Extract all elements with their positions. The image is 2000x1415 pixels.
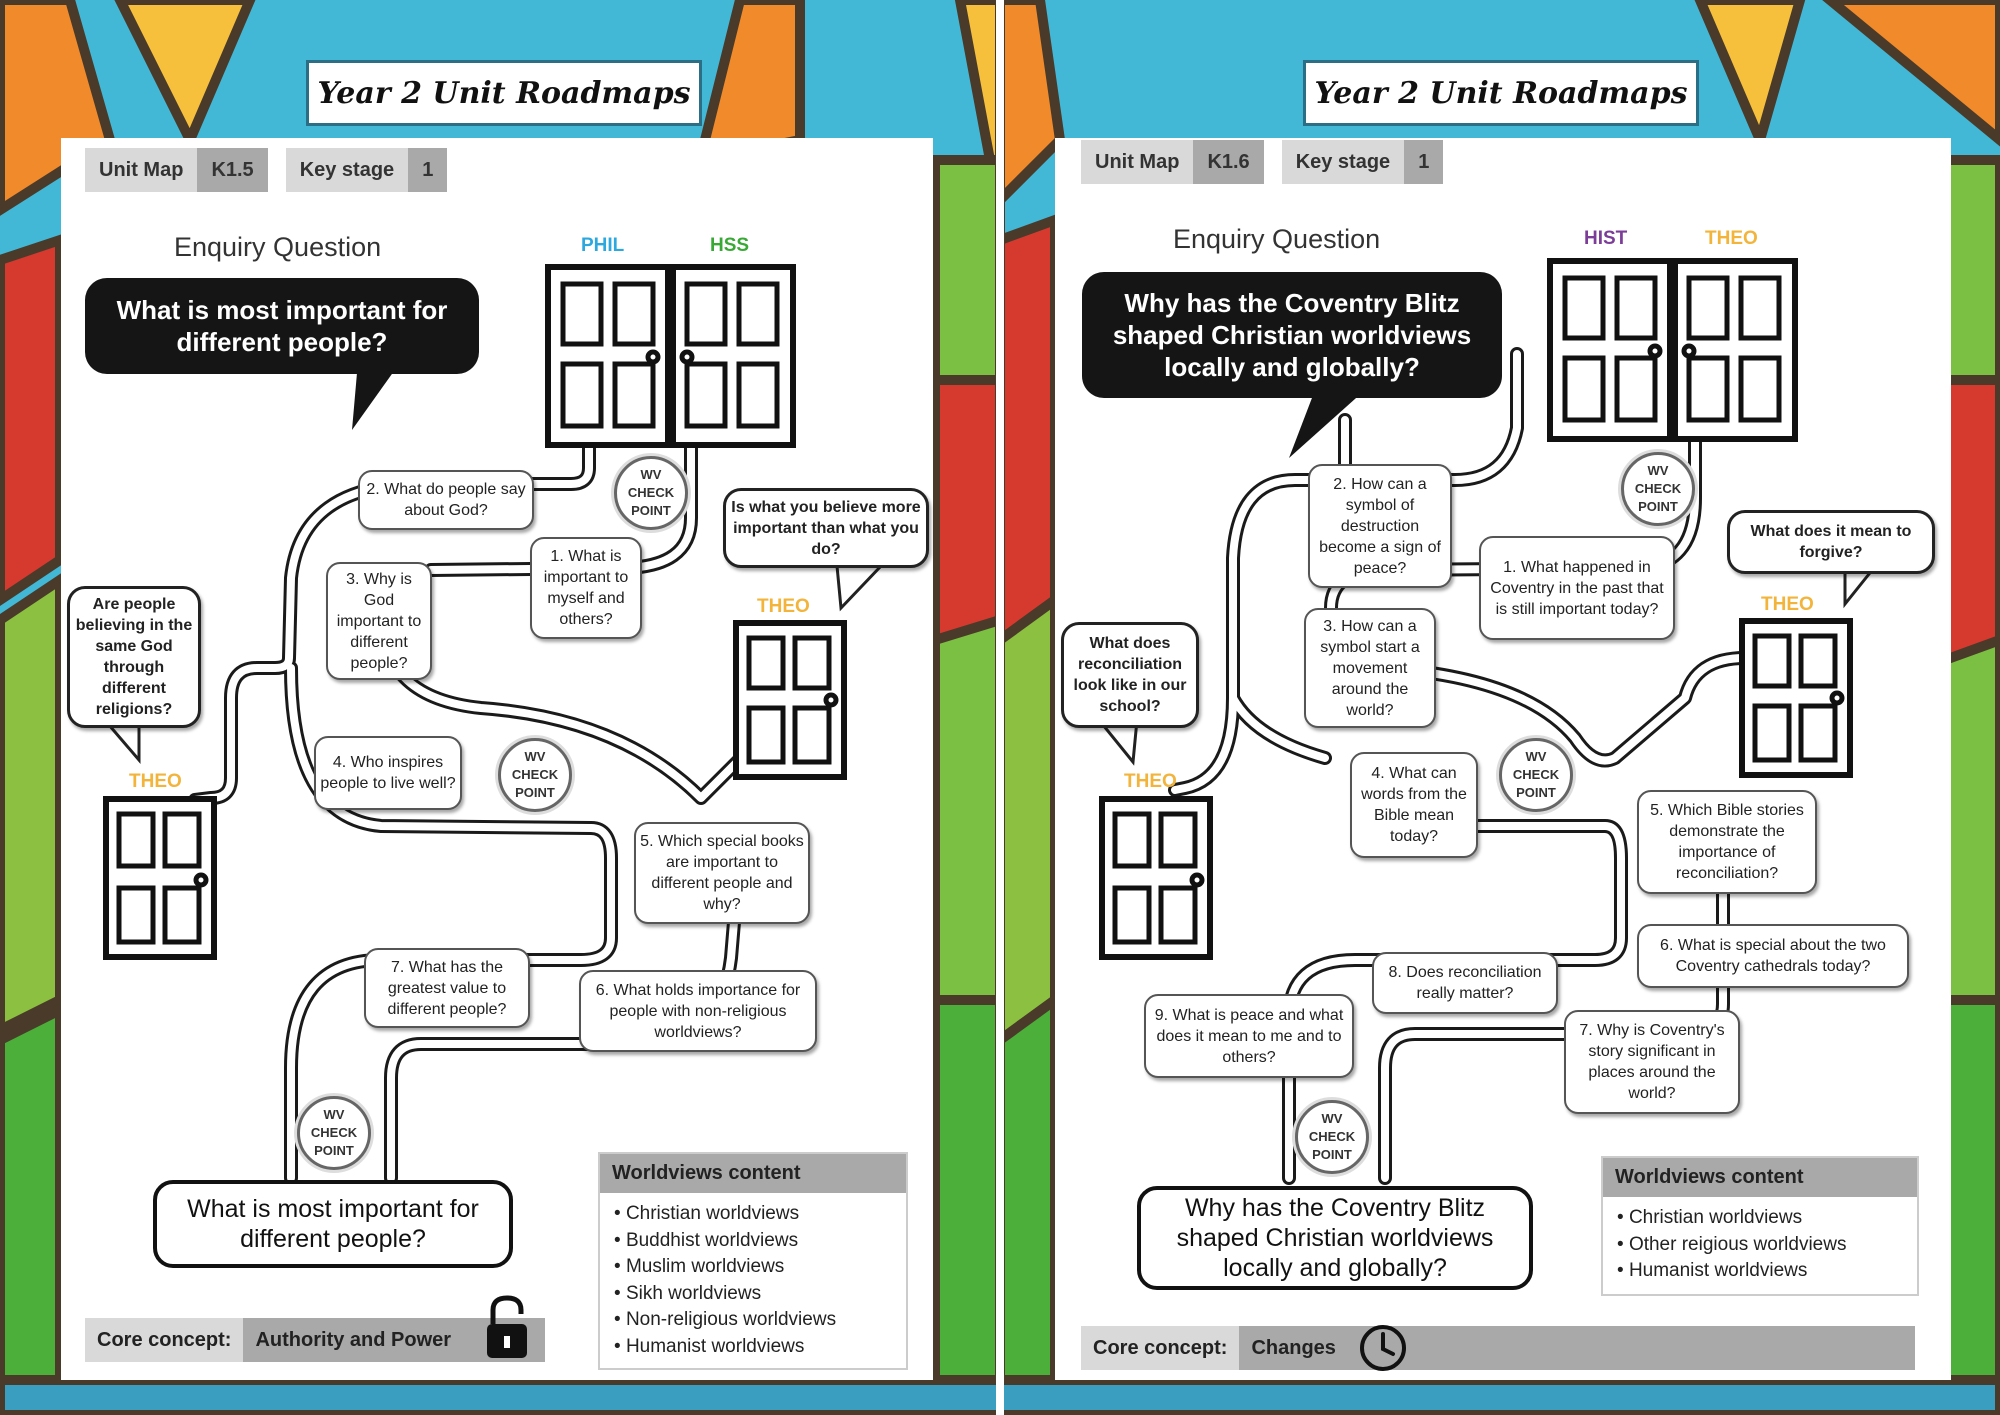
step-5: 5. Which Bible stories demonstrate the importance of reconciliation? — [1637, 790, 1817, 894]
worldviews-title: Worldviews content — [1603, 1158, 1917, 1197]
right-roadmap-title: Year 2 Unit Roadmaps — [1303, 60, 1699, 126]
thought-bubble-right: Is what you believe more important than what you do? — [723, 488, 929, 568]
door-label-theo-left: THEO — [1124, 771, 1177, 792]
worldview-item: • Humanist worldviews — [1617, 1258, 1903, 1285]
single-door-icon-left — [1099, 796, 1213, 960]
worldview-item: • Christian worldviews — [1617, 1205, 1903, 1232]
core-concept-value: Authority and Power — [243, 1318, 545, 1362]
worldview-item: • Other reigious worldviews — [1617, 1232, 1903, 1259]
wv-checkpoint-1: WV CHECK POINT — [614, 456, 688, 530]
unit-map-label: Unit Map — [1081, 140, 1193, 184]
worldview-item: • Muslim worldviews — [614, 1254, 892, 1281]
core-concept-bar — [85, 1318, 545, 1362]
thought-bubble-left: What does reconciliation look like in our school? — [1061, 622, 1199, 728]
left-roadmap-page — [61, 138, 933, 1380]
worldviews-title: Worldviews content — [600, 1154, 906, 1193]
worldviews-content-panel — [1601, 1156, 1919, 1296]
door-label-theo-top: THEO — [1705, 228, 1758, 249]
step-4: 4. Who inspires people to live well? — [314, 736, 462, 810]
unit-map-code: K1.6 — [1193, 140, 1263, 184]
step-7: 7. What has the greatest value to different people? — [364, 948, 530, 1028]
unit-map-label: Unit Map — [85, 148, 197, 192]
right-roadmap-page — [1055, 138, 1951, 1380]
worldview-item: • Buddhist worldviews — [614, 1228, 892, 1255]
key-stage-label: Key stage — [286, 148, 409, 192]
step-2: 2. How can a symbol of destruction become a sign of peace? — [1308, 464, 1452, 588]
worldviews-content-panel — [598, 1152, 908, 1370]
left-unit-map-badge — [85, 148, 447, 192]
key-stage-value: 1 — [1404, 140, 1443, 184]
step-4: 4. What can words from the Bible mean today? — [1350, 752, 1478, 858]
unit-map-code: K1.5 — [197, 148, 267, 192]
left-roadmap-title: Year 2 Unit Roadmaps — [306, 60, 702, 126]
wv-checkpoint-2: WV CHECK POINT — [1499, 738, 1573, 812]
worldview-item: • Non-religious worldviews — [614, 1307, 892, 1334]
step-7: 7. Why is Coventry's story significant in places around the world? — [1564, 1010, 1740, 1114]
door-label-hist: HIST — [1584, 228, 1628, 249]
wv-checkpoint-3: WV CHECK POINT — [1295, 1100, 1369, 1174]
worldview-item: • Sikh worldviews — [614, 1281, 892, 1308]
enquiry-question-bubble: Why has the Coventry Blitz shaped Christian worldviews locally and globally? — [1082, 272, 1502, 398]
step-1: 1. What is important to myself and others? — [530, 537, 642, 639]
door-label-hss: HSS — [710, 235, 750, 256]
worldview-item: • Humanist worldviews — [614, 1334, 892, 1361]
thought-bubble-left: Are people believing in the same God through different religions? — [67, 586, 201, 728]
key-stage-label: Key stage — [1282, 140, 1405, 184]
step-3: 3. Why is God important to different people? — [326, 562, 432, 680]
single-door-icon-right — [733, 620, 847, 780]
wv-checkpoint-2: WV CHECK POINT — [498, 738, 572, 812]
step-2: 2. What do people say about God? — [358, 470, 534, 530]
thought-bubble-right: What does it mean to forgive? — [1727, 510, 1935, 574]
right-unit-map-badge — [1081, 140, 1443, 184]
double-door-icon — [1547, 258, 1799, 442]
step-1: 1. What happened in Coventry in the past that is still important today? — [1479, 536, 1675, 640]
core-concept-bar — [1081, 1326, 1915, 1370]
clock-icon — [1357, 1322, 1409, 1374]
single-door-icon-right — [1739, 618, 1853, 778]
step-9: 9. What is peace and what does it mean to me and to others? — [1144, 994, 1354, 1078]
door-label-phil: PHIL — [581, 235, 625, 256]
step-5: 5. Which special books are important to different people and why? — [634, 822, 810, 924]
final-enquiry-question: Why has the Coventry Blitz shaped Christian worldviews locally and globally? — [1137, 1186, 1533, 1290]
enquiry-question-bubble: What is most important for different people? — [85, 278, 479, 374]
padlock-icon — [485, 1294, 529, 1360]
worldview-item: • Christian worldviews — [614, 1201, 892, 1228]
key-stage-value: 1 — [408, 148, 447, 192]
core-concept-value: Changes — [1239, 1326, 1915, 1370]
step-6: 6. What holds importance for people with non-religious worldviews? — [579, 970, 817, 1052]
enquiry-label: Enquiry Question — [174, 232, 382, 262]
wv-checkpoint-1: WV CHECK POINT — [1621, 452, 1695, 526]
double-door-icon — [545, 264, 797, 448]
door-label-theo-right: THEO — [757, 596, 810, 617]
final-enquiry-question: What is most important for different people? — [153, 1180, 513, 1268]
enquiry-label: Enquiry Question — [1173, 224, 1381, 254]
door-label-theo-right: THEO — [1761, 594, 1814, 615]
door-label-theo-left: THEO — [129, 771, 182, 792]
wv-checkpoint-3: WV CHECK POINT — [297, 1096, 371, 1170]
core-concept-label: Core concept: — [1081, 1326, 1239, 1370]
step-6: 6. What is special about the two Coventry cathedrals today? — [1637, 924, 1909, 988]
step-3: 3. How can a symbol start a movement around the world? — [1304, 608, 1436, 728]
step-8: 8. Does reconciliation really matter? — [1372, 952, 1558, 1014]
core-concept-label: Core concept: — [85, 1318, 243, 1362]
single-door-icon-left — [103, 796, 217, 960]
